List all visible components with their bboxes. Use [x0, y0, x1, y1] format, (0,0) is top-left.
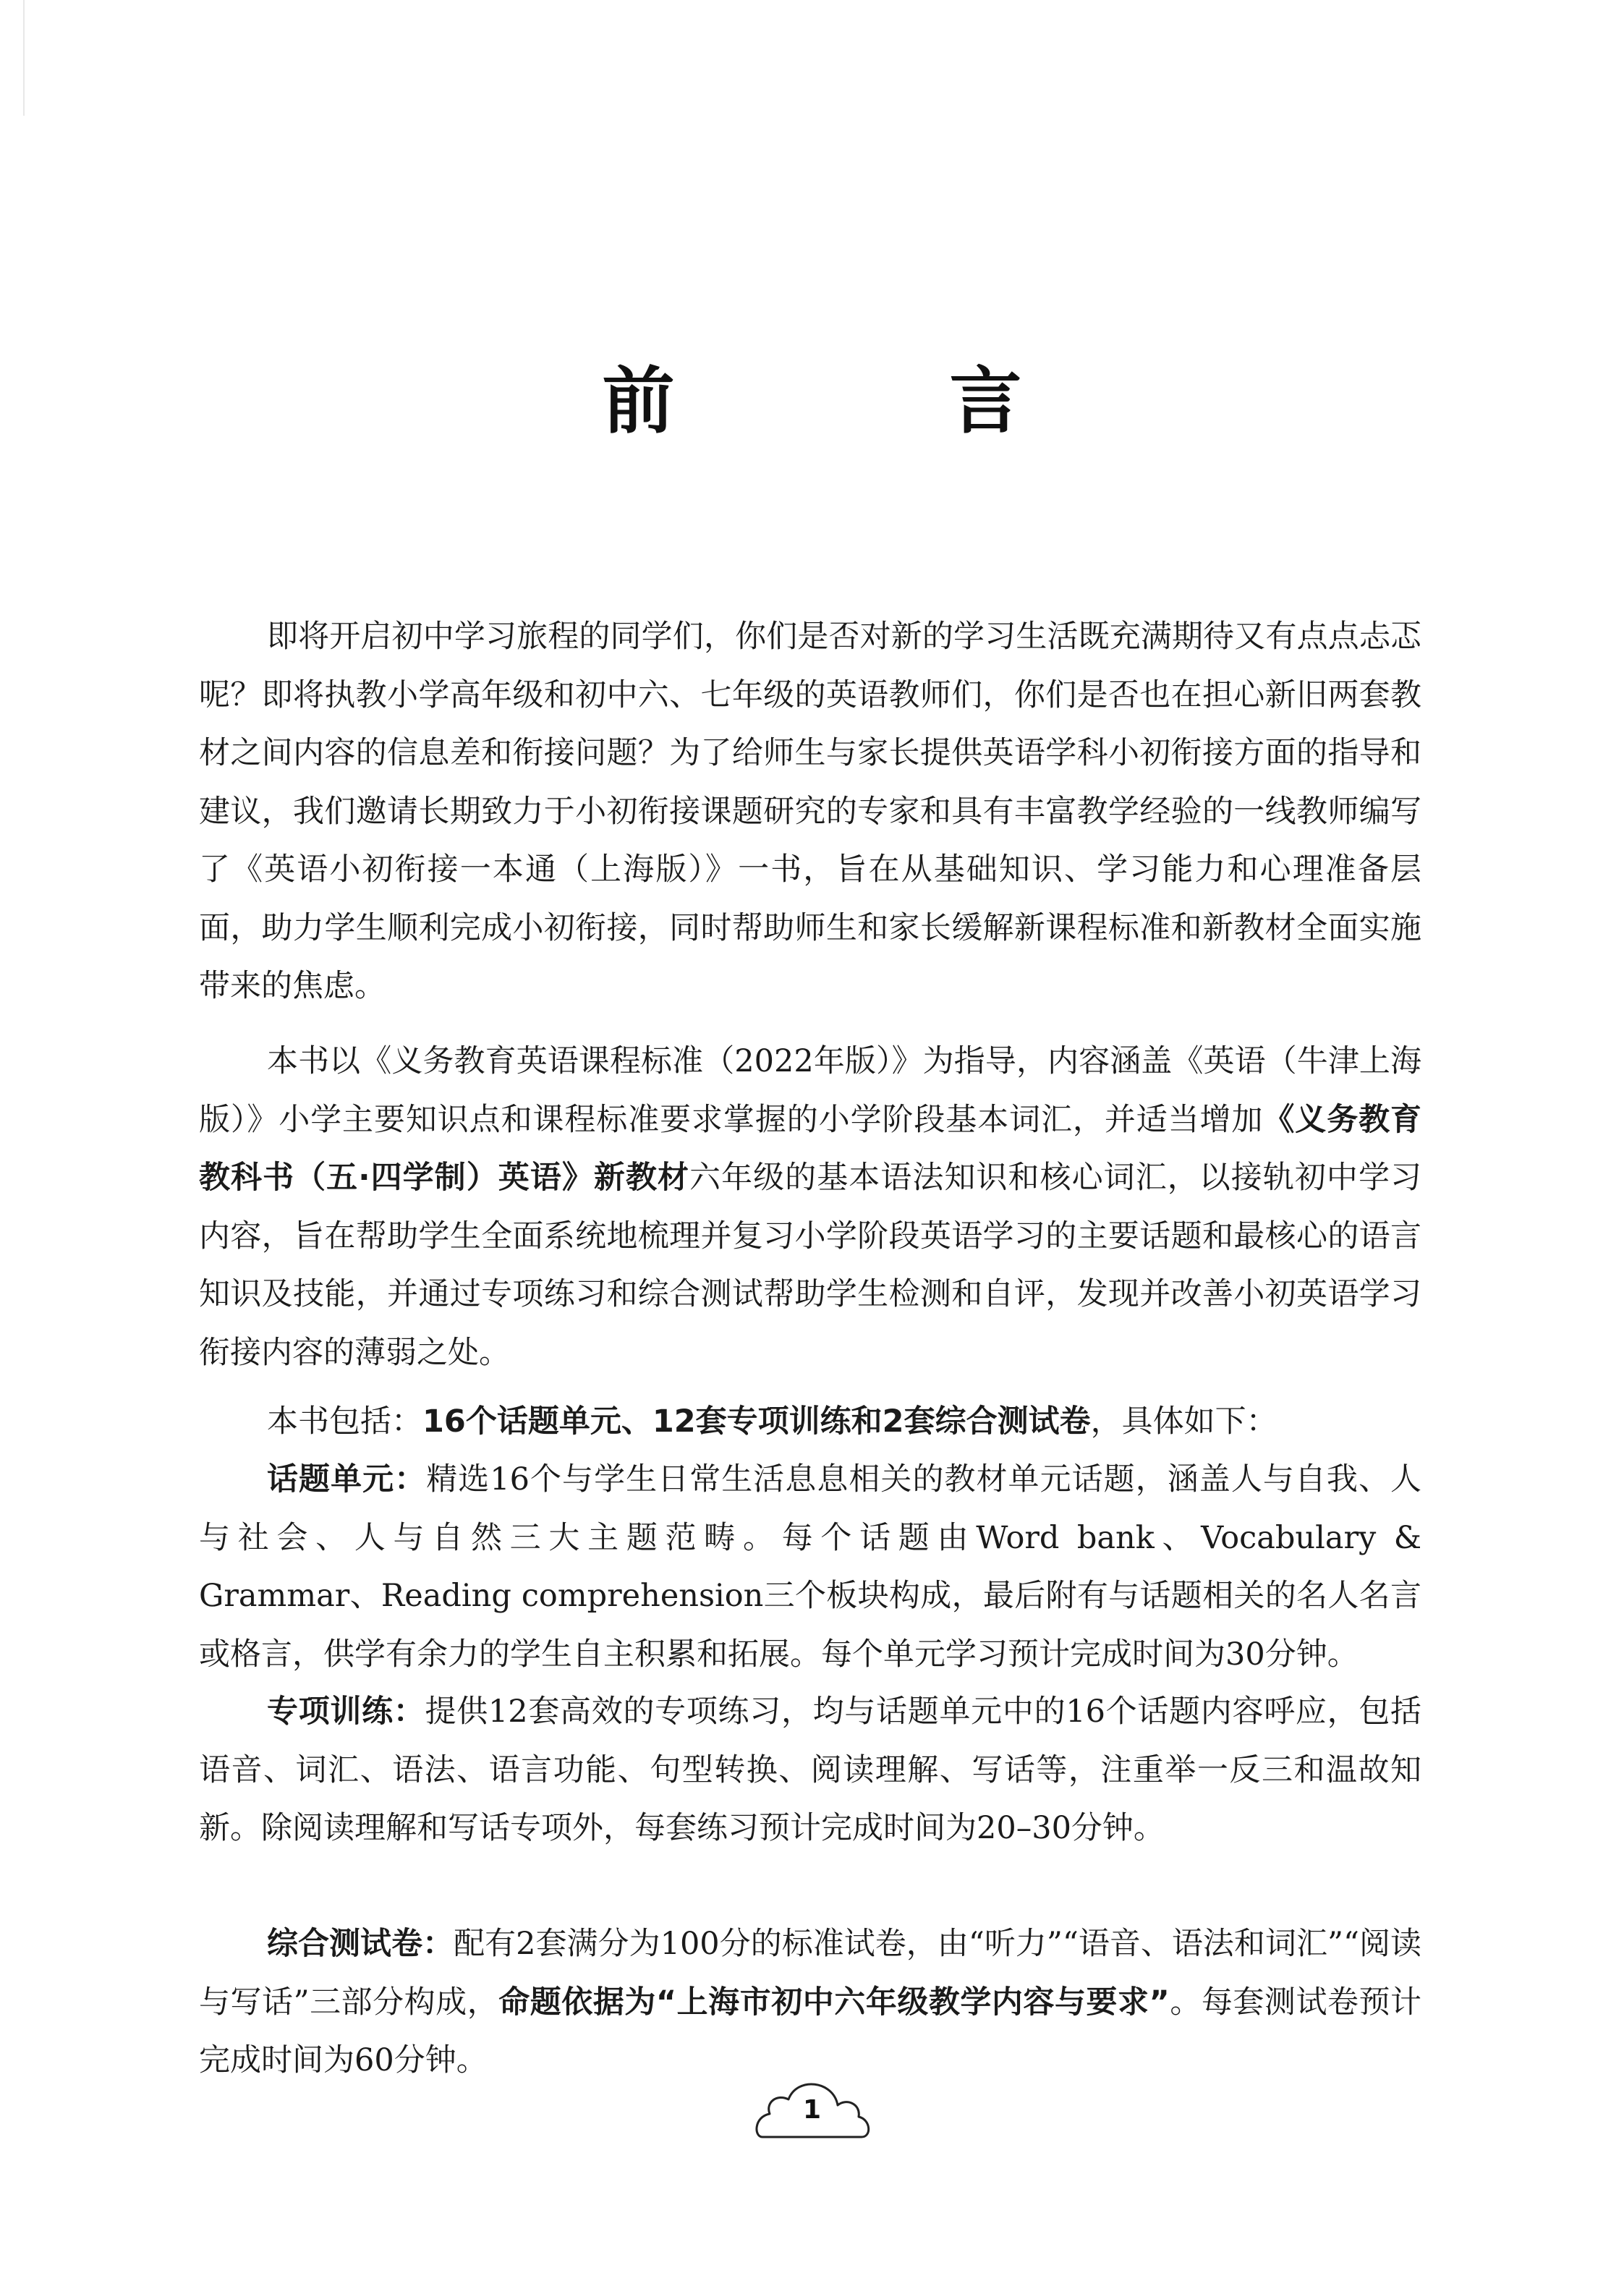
comprehensive-test-label: 综合测试卷：: [267, 1926, 454, 1962]
topic-units-label: 话题单元：: [267, 1461, 427, 1497]
special-training-label: 专项训练：: [267, 1694, 425, 1730]
content-paragraph: [199, 1032, 1421, 1382]
scan-edge-mark: [23, 0, 25, 116]
comprehensive-test-basis-bold: 命题依据为“上海市初中六年级教学内容与要求”: [498, 1984, 1170, 2021]
comprehensive-test-paragraph: [199, 1915, 1421, 2090]
special-training-text: 提供12套高效的专项练习，均与话题单元中的16个话题内容呼应，包括语音、词汇、语法、语言功能、句型转换、阅读理解、写话等，注重举一反三和温故知新。除阅读理解和写话专项外，每套练习预计完成时间为20–30分钟。: [199, 1694, 1422, 1846]
content-text-start: 本书以《义务教育英语课程标准（2022年版）》为指导，内容涵盖《英语（牛津上海版）》小学主要知识点和课程标准要求掌握的小学阶段基本词汇，并适当增加: [199, 1043, 1421, 1138]
page-number-badge: [752, 2069, 872, 2141]
special-training-paragraph: [199, 1683, 1421, 1858]
intro-paragraph: 即将开启初中学习旅程的同学们，你们是否对新的学习生活既充满期待又有点点忐忑呢？即将执教小学高年级和初中六、七年级的英语教师们，你们是否也在担心新旧两套教材之间内容的信息差和衔接问题？为了给师生与家长提供英语学科小初衔接方面的指导和建议，我们邀请长期致力于小初衔接课题研究的专家和具有丰富教学经验的一线教师编写了《英语小初衔接一本通（上海版）》一书，旨在从基础知识、学习能力和心理准备层面，助力学生顺利完成小初衔接，同时帮助师生和家长缓解新课程标准和新教材全面实施带来的焦虑。: [199, 619, 1421, 1004]
comprehensive-test-text-start: 配有2套满分为100分的标准试卷，由“听力”“语音、语法和词汇”“阅读与写话”三部分构成，: [199, 1926, 1421, 2021]
page-number: 1: [802, 2095, 822, 2125]
book-contents-summary-bold: 16个话题单元、12套专项训练和2套综合测试卷: [422, 1403, 1091, 1440]
textbook-title-bold: 《义务教育教科书（五·四学制）英语》新教材: [199, 1101, 1422, 1196]
book-contents-paragraph: [199, 1393, 1421, 1451]
comprehensive-test-text-end: 。每套测试卷预计完成时间为60分钟。: [199, 1984, 1422, 2078]
topic-units-text: 精选16个与学生日常生活息息相关的教材单元话题，涵盖人与自我、人与社会、人与自然三大主题范畴。每个话题由Word bank、Vocabulary & Grammar、Reading comprehension三个板块构成，最后附有与话题相关的名人名言或格言，供学有余力的学生自主积累和拓展。每个单元学习预计完成时间为30分钟。: [199, 1461, 1422, 1673]
content-text-end: 六年级的基本语法知识和核心词汇，以接轨初中学习内容，旨在帮助学生全面系统地梳理并复习小学阶段英语学习的主要话题和最核心的语言知识及技能，并通过专项练习和综合测试帮助学生检测和自评，发现并改善小初英语学习衔接内容的薄弱之处。: [199, 1160, 1422, 1371]
book-contents-tail: ，具体如下：: [1090, 1403, 1277, 1440]
topic-units-paragraph: [199, 1450, 1421, 1683]
page-title: 前 言: [602, 359, 1123, 443]
book-contents-lead: 本书包括：: [267, 1403, 422, 1440]
